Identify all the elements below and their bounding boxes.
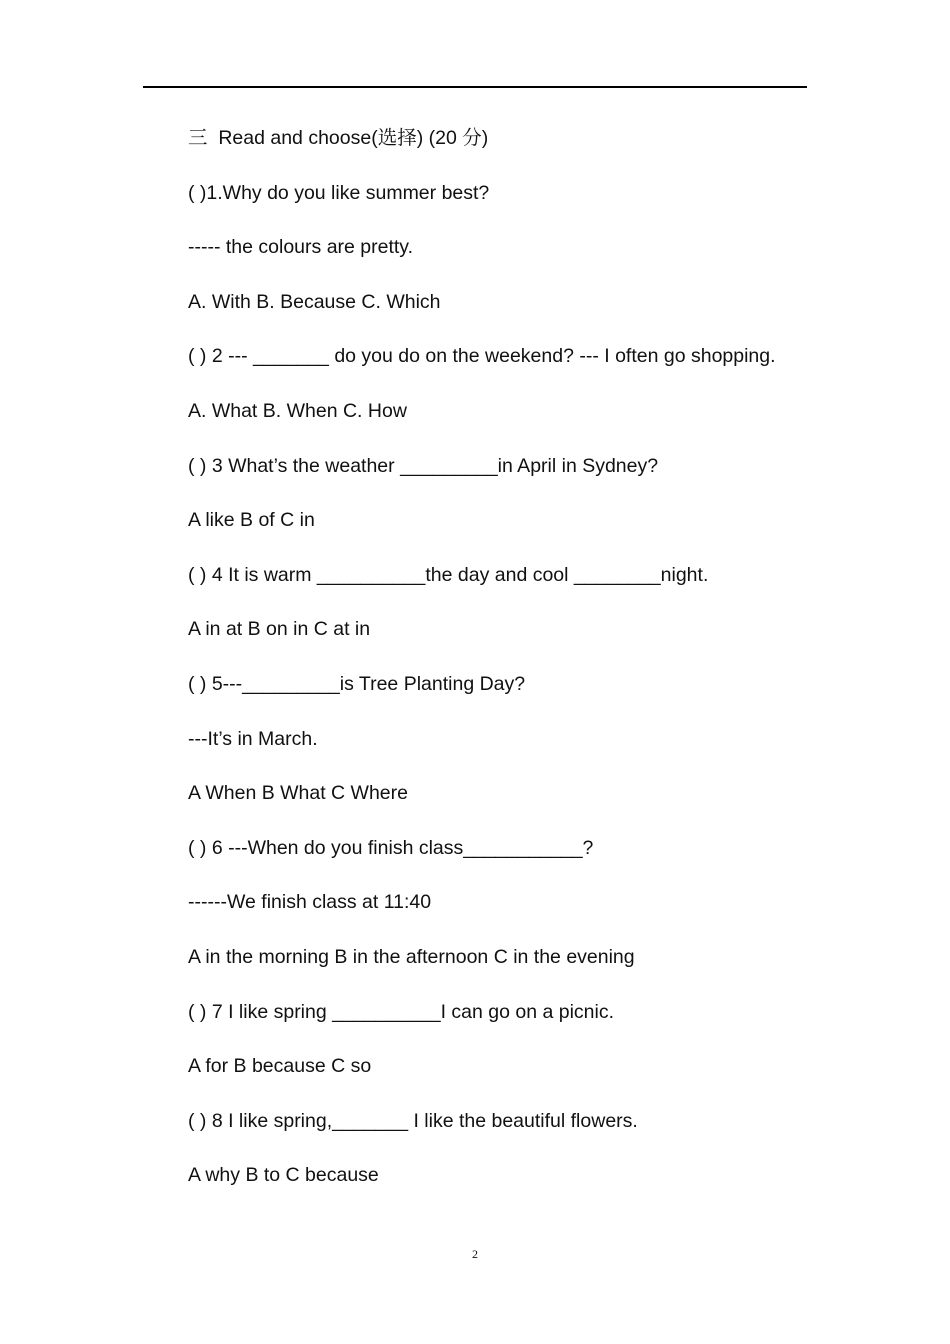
question-3-options: A like B of C in (188, 509, 315, 532)
question-2: ( ) 2 --- _______ do you do on the weekend? --- I often go shopping. (188, 345, 776, 368)
question-5-answer-line: ---It’s in March. (188, 727, 318, 750)
question-6-answer-line: ------We finish class at 11:40 (188, 891, 432, 914)
question-2-options: A. What B. When C. How (188, 399, 407, 422)
question-6: ( ) 6 ---When do you finish class___________? (188, 836, 594, 859)
exercise-content (188, 123, 828, 1215)
question-4: ( ) 4 It is warm __________the day and cool ________night. (188, 563, 709, 586)
question-1-options: A. With B. Because C. Which (188, 290, 441, 313)
question-1-answer-line: ----- the colours are pretty. (188, 236, 414, 259)
question-5-options: A When B What C Where (188, 782, 408, 805)
question-7-options: A for B because C so (188, 1055, 372, 1078)
question-6-options: A in the morning B in the afternoon C in the evening (188, 945, 635, 968)
question-5: ( ) 5---_________is Tree Planting Day? (188, 672, 526, 695)
question-1: ( )1.Why do you like summer best? (188, 181, 490, 204)
question-3: ( ) 3 What’s the weather _________in April in Sydney? (188, 454, 659, 477)
question-7: ( ) 7 I like spring __________I can go on a picnic. (188, 1000, 615, 1023)
question-8: ( ) 8 I like spring,_______ I like the beautiful flowers. (188, 1109, 638, 1132)
question-4-options: A in at B on in C at in (188, 618, 371, 641)
page-number: 2 (472, 1247, 478, 1261)
section-title: 三 Read and choose(选择) (20 分) (188, 127, 489, 149)
header-rule (143, 86, 807, 88)
question-8-options: A why B to C because (188, 1164, 379, 1187)
